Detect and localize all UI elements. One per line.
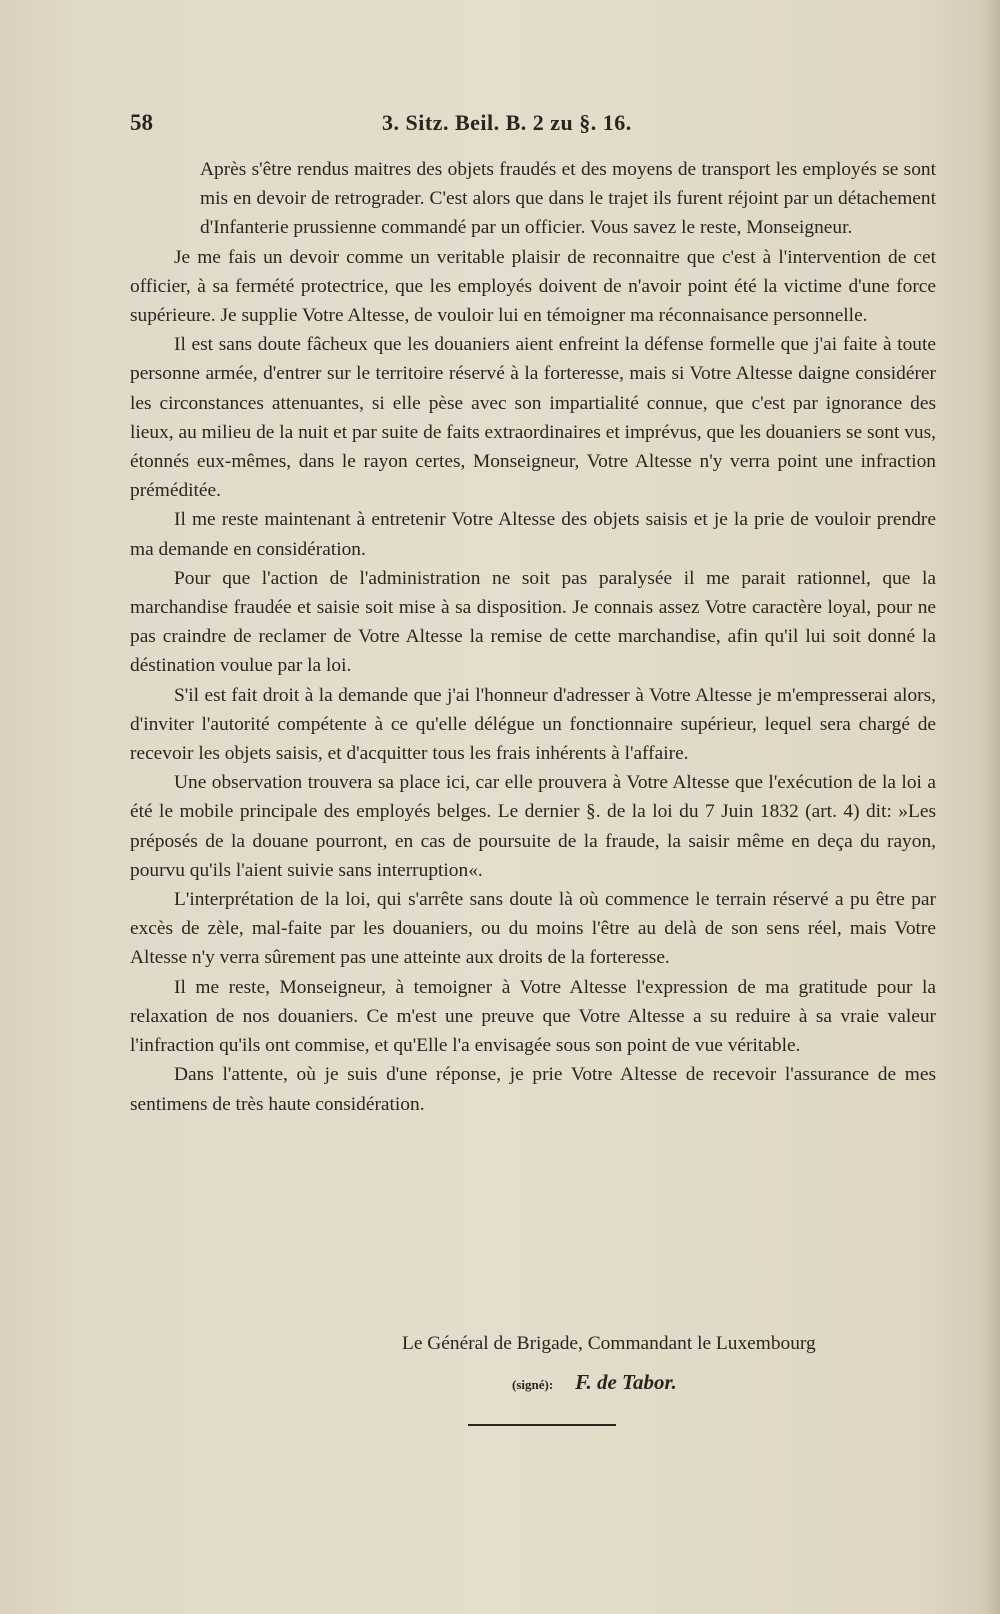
- signature-block: [512, 1367, 677, 1400]
- page-edge-shadow: [982, 0, 1000, 1614]
- page-header: [130, 110, 940, 144]
- letter-body: [130, 155, 936, 1119]
- running-head: 3. Sitz. Beil. B. 2 zu §. 16.: [382, 110, 632, 135]
- paragraph-7: Une observation trouvera sa place ici, car elle prouvera à Votre Altesse que l'exécution de la loi a été le mobile principale des employés belges. Le dernier §. de la loi du 7 Juin 1832 (art. 4) dit: »Les préposés de la douane pourront, en cas de poursuite de la fraude, la saisir même en deça du rayon, pourvu qu'ils l'aient suivie sans interruption«.: [130, 772, 936, 881]
- paragraph-2: Je me fais un devoir comme un veritable plaisir de reconnaitre que c'est à l'intervention de cet officier, à sa fermété protectrice, que les employés doivent de n'avoir point été la victime d'une force supérieure. Je supplie Votre Altesse, de vouloir lui en témoigner ma réconnaisance personnelle.: [130, 246, 936, 327]
- closing-rule: [468, 1424, 616, 1426]
- signed-label: (signé):: [512, 1377, 554, 1392]
- page-number: 58: [130, 110, 153, 135]
- paragraph-1: Après s'être rendus maitres des objets fraudés et des moyens de transport les employés se sont mis en devoir de retrograder. C'est alors que dans le trajet ils furent réjoint par un détachement d'Infanterie prussienne commandé par un officier. Vous savez le reste, Monseigneur.: [200, 159, 936, 239]
- paragraph-6: S'il est fait droit à la demande que j'ai l'honneur d'adresser à Votre Altesse je m'empresserai alors, d'inviter l'autorité compétente à ce qu'elle délégue un fonctionnaire supérieur, lequel sera chargé de recevoir les objets saisis, et d'acquitter tous les frais inhérents à l'affaire.: [130, 684, 936, 765]
- signature-title: Le Général de Brigade, Commandant le Luxembourg: [402, 1333, 816, 1354]
- signatory-name: F. de Tabor.: [575, 1370, 677, 1394]
- paragraph-3: Il est sans doute fâcheux que les douaniers aient enfreint la défense formelle que j'ai faite à toute personne armée, d'entrer sur le territoire réservé à la forteresse, mais si Votre Altesse daigne considérer les circonstances attenuantes, si elle pèse avec son impartialité connue, que c'est par ignorance des lieux, au milieu de la nuit et par suite de faits extraordinaires et imprévus, que les douaniers se sont vus, étonnés eux-mêmes, dans le rayon certes, Monseigneur, Votre Altesse n'y verra point une infraction préméditée.: [130, 334, 936, 502]
- paragraph-9: Il me reste, Monseigneur, à temoigner à Votre Altesse l'expression de ma gratitude pour la relaxation de nos douaniers. Ce m'est une preuve que Votre Altesse a su reduire à sa vraie valeur l'infraction qu'ils ont commise, et qu'Elle l'a envisagée sous son point de vue véritable.: [130, 976, 936, 1057]
- paragraph-10: Dans l'attente, où je suis d'une réponse, je prie Votre Altesse de recevoir l'assurance de mes sentimens de très haute considération.: [130, 1064, 936, 1115]
- paragraph-5: Pour que l'action de l'administration ne soit pas paralysée il me parait rationnel, que la marchandise fraudée et saisie soit mise à sa disposition. Je connais assez Votre caractère loyal, pour ne pas craindre de reclamer de Votre Altesse la remise de cette marchandise, afin qu'il lui soit donné la déstination voulue par la loi.: [130, 567, 936, 677]
- paragraph-4: Il me reste maintenant à entretenir Votre Altesse des objets saisis et je la prie de vouloir prendre ma demande en considération.: [130, 509, 936, 560]
- paragraph-8: L'interprétation de la loi, qui s'arrête sans doute là où commence le terrain réservé a pu être par excès de zèle, mal-faite par les douaniers, ou du moins l'être au delà de son sens réel, mais Votre Altesse n'y verra sûrement pas une atteinte aux droits de la forteresse.: [130, 889, 936, 969]
